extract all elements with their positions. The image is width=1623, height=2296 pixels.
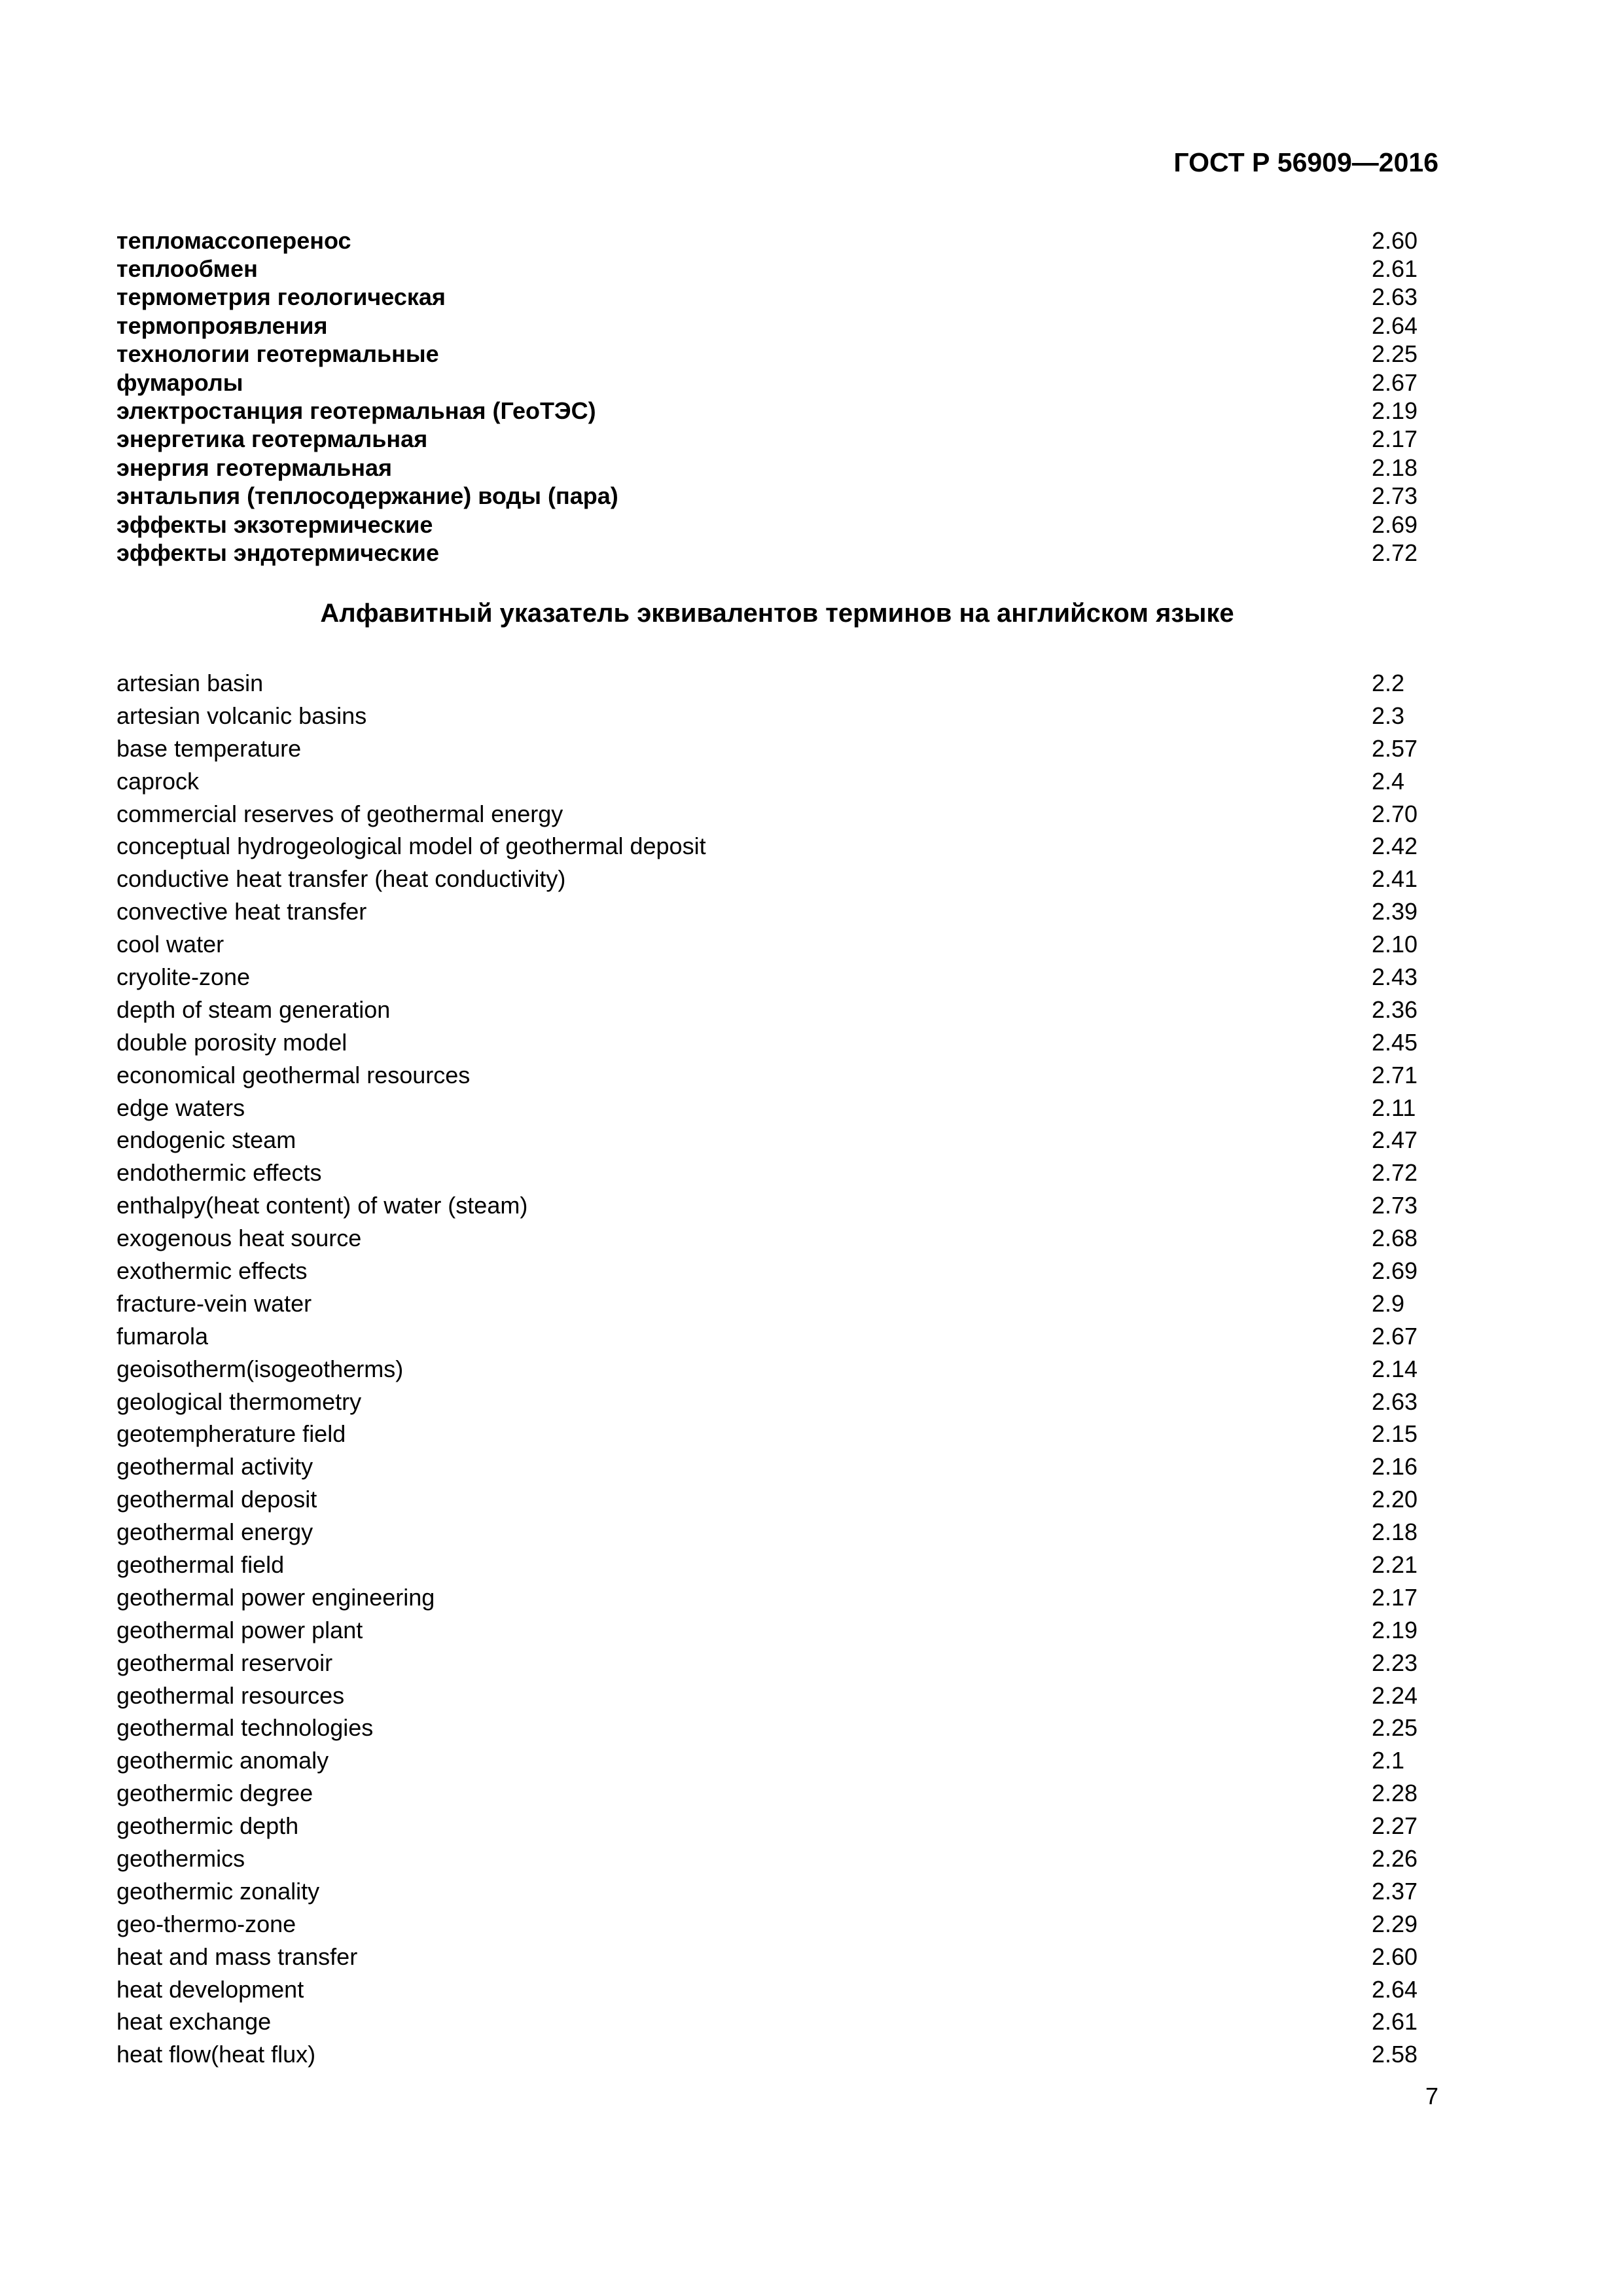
index-term: технологии геотермальные (116, 340, 439, 368)
index-row (116, 1189, 1424, 1222)
index-term: geothermal energy (116, 1518, 313, 1546)
index-reference-number: 2.41 (1372, 865, 1418, 893)
index-row (116, 1059, 1424, 1092)
index-term: тепломассоперенос (116, 226, 351, 254)
index-term: edge waters (116, 1094, 245, 1121)
index-term: artesian volcanic basins (116, 702, 367, 729)
index-term: cryolite-zone (116, 963, 251, 990)
index-row (116, 1581, 1424, 1614)
index-term: geothermal power plant (116, 1616, 363, 1643)
index-reference-number: 2.19 (1372, 397, 1418, 425)
index-term: электростанция геотермальная (ГеоТЭС) (116, 397, 596, 425)
index-term: enthalpy(heat content) of water (steam) (116, 1192, 528, 1219)
index-term: geological thermometry (116, 1388, 362, 1415)
index-row (116, 1353, 1424, 1386)
index-reference-number: 2.69 (1372, 511, 1418, 538)
index-reference-number: 2.67 (1372, 368, 1418, 396)
index-term: cool water (116, 931, 224, 958)
index-row (116, 928, 1424, 961)
index-term: энтальпия (теплосодержание) воды (пара) (116, 482, 618, 510)
index-reference-number: 2.11 (1372, 1094, 1416, 1121)
english-term-index (116, 667, 1424, 2071)
index-reference-number: 2.16 (1372, 1453, 1418, 1480)
index-row (116, 1842, 1424, 1875)
index-reference-number: 2.18 (1372, 454, 1418, 481)
index-row (116, 1973, 1424, 2006)
index-row (116, 425, 1424, 454)
index-term: geotempherature field (116, 1420, 346, 1448)
index-reference-number: 2.2 (1372, 669, 1405, 696)
index-term: эффекты экзотермические (116, 511, 433, 538)
index-term: geothermal activity (116, 1453, 313, 1480)
index-row (116, 1287, 1424, 1320)
index-row (116, 1744, 1424, 1777)
index-row (116, 1549, 1424, 1581)
index-row (116, 994, 1424, 1026)
index-reference-number: 2.17 (1372, 1583, 1418, 1611)
index-row (116, 1516, 1424, 1549)
index-term: энергетика геотермальная (116, 425, 428, 453)
index-row (116, 2038, 1424, 2071)
index-reference-number: 2.68 (1372, 1225, 1418, 1252)
index-term: geoisotherm(isogeotherms) (116, 1355, 404, 1382)
index-row (116, 1647, 1424, 1679)
index-row (116, 539, 1424, 567)
index-reference-number: 2.73 (1372, 482, 1418, 510)
index-row (116, 482, 1424, 511)
index-reference-number: 2.45 (1372, 1028, 1418, 1056)
index-reference-number: 2.73 (1372, 1192, 1418, 1219)
index-reference-number: 2.20 (1372, 1486, 1418, 1513)
index-term: теплообмен (116, 255, 258, 283)
index-row (116, 1941, 1424, 1973)
index-term: heat development (116, 1975, 304, 2003)
index-term: geothermics (116, 1845, 245, 1872)
index-reference-number: 2.69 (1372, 1257, 1418, 1284)
index-reference-number: 2.57 (1372, 734, 1418, 762)
index-row (116, 667, 1424, 700)
index-row (116, 1679, 1424, 1712)
index-row (116, 863, 1424, 895)
index-reference-number: 2.17 (1372, 425, 1418, 453)
index-term: endogenic steam (116, 1126, 296, 1154)
index-reference-number: 2.64 (1372, 312, 1418, 339)
index-term: geothermal resources (116, 1681, 345, 1709)
index-reference-number: 2.14 (1372, 1355, 1418, 1382)
index-reference-number: 2.28 (1372, 1780, 1418, 1807)
index-term: heat flow(heat flux) (116, 2041, 316, 2068)
index-term: geothermal field (116, 1551, 285, 1578)
index-row (116, 283, 1424, 312)
index-row (116, 1483, 1424, 1516)
russian-term-index (116, 226, 1424, 567)
index-reference-number: 2.25 (1372, 340, 1418, 368)
index-row (116, 2006, 1424, 2039)
index-row (116, 1450, 1424, 1483)
index-row (116, 732, 1424, 765)
index-reference-number: 2.63 (1372, 283, 1418, 311)
index-term: convective heat transfer (116, 898, 367, 925)
index-reference-number: 2.61 (1372, 2008, 1418, 2036)
index-reference-number: 2.1 (1372, 1747, 1405, 1774)
index-term: geothermic anomaly (116, 1747, 329, 1774)
index-reference-number: 2.29 (1372, 1910, 1418, 1937)
index-reference-number: 2.37 (1372, 1877, 1418, 1905)
index-term: фумаролы (116, 368, 243, 396)
index-row (116, 1092, 1424, 1124)
index-row (116, 1255, 1424, 1287)
index-term: economical geothermal resources (116, 1061, 471, 1088)
index-term: fumarola (116, 1322, 209, 1350)
index-term: depth of steam generation (116, 996, 391, 1023)
index-term: geothermal deposit (116, 1486, 317, 1513)
index-row (116, 312, 1424, 340)
index-term: geo-thermo-zone (116, 1910, 296, 1937)
index-term: heat and mass transfer (116, 1943, 358, 1970)
index-row (116, 368, 1424, 397)
index-row (116, 895, 1424, 928)
index-term: geothermal technologies (116, 1714, 374, 1742)
index-reference-number: 2.15 (1372, 1420, 1418, 1448)
index-reference-number: 2.4 (1372, 767, 1405, 795)
index-row (116, 1418, 1424, 1450)
index-reference-number: 2.47 (1372, 1126, 1418, 1154)
index-row (116, 765, 1424, 798)
index-reference-number: 2.18 (1372, 1518, 1418, 1546)
index-row (116, 830, 1424, 863)
index-reference-number: 2.24 (1372, 1681, 1418, 1709)
index-term: commercial reserves of geothermal energy (116, 800, 563, 827)
index-reference-number: 2.10 (1372, 931, 1418, 958)
index-reference-number: 2.36 (1372, 996, 1418, 1023)
index-row (116, 1810, 1424, 1842)
index-row (116, 1712, 1424, 1745)
index-reference-number: 2.43 (1372, 963, 1418, 990)
index-reference-number: 2.60 (1372, 1943, 1418, 1970)
index-reference-number: 2.60 (1372, 226, 1418, 254)
index-row (116, 700, 1424, 732)
index-term: geothermic depth (116, 1812, 299, 1840)
english-index-title: Алфавитный указатель эквивалентов терминов на английском языке (320, 599, 1234, 628)
index-reference-number: 2.42 (1372, 833, 1418, 860)
index-reference-number: 2.72 (1372, 539, 1418, 566)
index-term: geothermal reservoir (116, 1649, 333, 1676)
index-reference-number: 2.63 (1372, 1388, 1418, 1415)
index-reference-number: 2.70 (1372, 800, 1418, 827)
index-term: geothermic degree (116, 1780, 313, 1807)
index-reference-number: 2.61 (1372, 255, 1418, 283)
index-term: conductive heat transfer (heat conductivity) (116, 865, 566, 893)
index-row (116, 255, 1424, 283)
index-reference-number: 2.9 (1372, 1289, 1405, 1317)
index-reference-number: 2.58 (1372, 2041, 1418, 2068)
index-row (116, 511, 1424, 539)
index-row (116, 397, 1424, 425)
index-reference-number: 2.39 (1372, 898, 1418, 925)
index-reference-number: 2.64 (1372, 1975, 1418, 2003)
index-row (116, 1026, 1424, 1059)
index-row (116, 1875, 1424, 1908)
index-row (116, 1908, 1424, 1941)
index-row (116, 1124, 1424, 1157)
index-row (116, 1614, 1424, 1647)
index-row (116, 1157, 1424, 1189)
index-reference-number: 2.26 (1372, 1845, 1418, 1872)
index-reference-number: 2.3 (1372, 702, 1405, 729)
index-term: exogenous heat source (116, 1225, 362, 1252)
index-term: geothermal power engineering (116, 1583, 435, 1611)
index-term: термометрия геологическая (116, 283, 446, 311)
index-reference-number: 2.21 (1372, 1551, 1418, 1578)
index-row (116, 961, 1424, 994)
index-term: base temperature (116, 734, 302, 762)
index-reference-number: 2.19 (1372, 1616, 1418, 1643)
index-term: caprock (116, 767, 200, 795)
index-reference-number: 2.23 (1372, 1649, 1418, 1676)
index-row (116, 226, 1424, 255)
index-row (116, 1222, 1424, 1255)
index-row (116, 1386, 1424, 1418)
index-reference-number: 2.67 (1372, 1322, 1418, 1350)
index-row (116, 798, 1424, 831)
index-row (116, 1320, 1424, 1353)
index-term: fracture-vein water (116, 1289, 312, 1317)
index-term: endothermic effects (116, 1159, 322, 1187)
index-term: heat exchange (116, 2008, 272, 2036)
index-term: conceptual hydrogeological model of geothermal deposit (116, 833, 706, 860)
index-term: энергия геотермальная (116, 454, 392, 481)
index-reference-number: 2.71 (1372, 1061, 1418, 1088)
index-row (116, 340, 1424, 368)
index-reference-number: 2.72 (1372, 1159, 1418, 1187)
index-term: термопроявления (116, 312, 328, 339)
index-term: эффекты эндотермические (116, 539, 439, 566)
index-term: artesian basin (116, 669, 264, 696)
index-term: geothermic zonality (116, 1877, 320, 1905)
index-term: double porosity model (116, 1028, 348, 1056)
index-reference-number: 2.25 (1372, 1714, 1418, 1742)
page-number: 7 (1425, 2083, 1438, 2109)
document-code-header: ГОСТ Р 56909—2016 (1173, 147, 1438, 177)
index-reference-number: 2.27 (1372, 1812, 1418, 1840)
index-row (116, 454, 1424, 482)
index-term: exothermic effects (116, 1257, 308, 1284)
index-row (116, 1777, 1424, 1810)
